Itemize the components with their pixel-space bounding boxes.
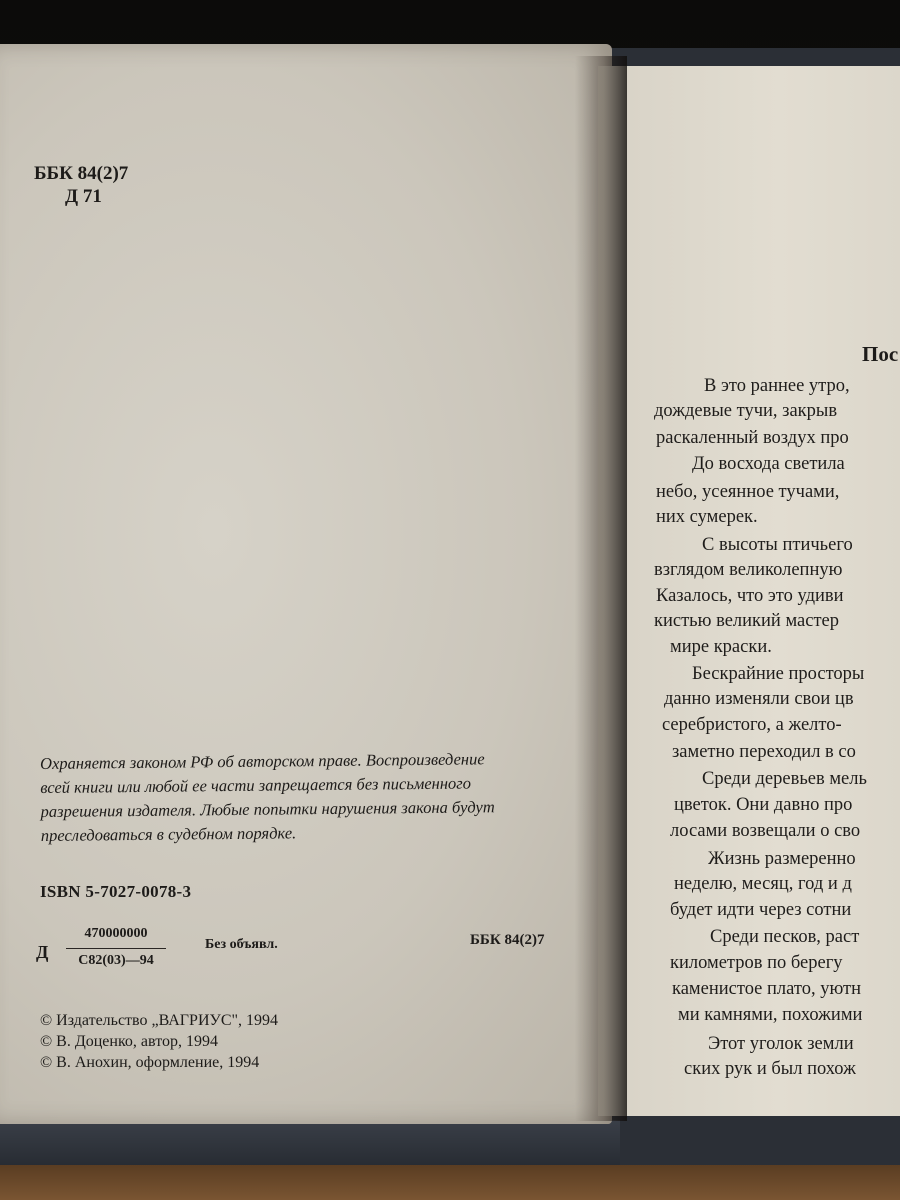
catalog-denominator: С82(03)—94 <box>78 953 154 968</box>
body-line: каменистое плато, уютн <box>672 979 862 999</box>
body-line: ми камнями, похожими <box>678 1005 863 1025</box>
fraction-bar <box>66 948 166 949</box>
notice-line: разрешения издателя. Любые попытки нарушения закона будут <box>40 797 495 821</box>
catalog-numerator: 470000000 <box>84 926 148 941</box>
body-line: ских рук и был похож <box>684 1059 856 1079</box>
left-page <box>0 44 612 1124</box>
bbk-line-2: Д 71 <box>65 186 102 207</box>
body-line: мире краски. <box>670 637 772 657</box>
catalog-bbk: ББК 84(2)7 <box>470 932 545 948</box>
body-line: заметно переходил в со <box>672 742 856 762</box>
body-line: Среди деревьев мель <box>702 769 867 789</box>
page-gutter-shadow <box>575 56 627 1121</box>
body-line: лосами возвещали о сво <box>670 821 861 841</box>
body-line: В это раннее утро, <box>704 376 850 396</box>
body-line: Бескрайние просторы <box>692 664 865 684</box>
body-line: С высоты птичьего <box>702 535 853 555</box>
body-line: Жизнь размеренно <box>708 849 856 869</box>
body-line: раскаленный воздух про <box>656 428 849 448</box>
catalog-note: Без объявл. <box>205 937 278 952</box>
body-line: небо, усеянное тучами, <box>656 482 840 502</box>
body-line: данно изменяли свои цв <box>664 689 854 709</box>
body-line: дождевые тучи, закрыв <box>654 401 838 421</box>
catalog-letter: Д <box>36 942 49 962</box>
body-line: серебристого, а желто- <box>662 715 842 735</box>
copyright-line: © Издательство „ВАГРИУС", 1994 <box>40 1012 279 1029</box>
copyright-line: © В. Доценко, автор, 1994 <box>40 1033 218 1050</box>
right-page-text <box>598 66 900 1116</box>
notice-line: всей книги или любой ее части запрещается без письменного <box>40 773 472 797</box>
body-line: взглядом великолепную <box>654 560 843 580</box>
right-page <box>598 66 900 1116</box>
body-line: Этот уголок земли <box>708 1034 854 1054</box>
bbk-line-1: ББК 84(2)7 <box>34 163 129 184</box>
notice-line: преследоваться в судебном порядке. <box>40 823 297 845</box>
body-line: неделю, месяц, год и д <box>674 874 852 894</box>
copyright-line: © В. Анохин, оформление, 1994 <box>40 1054 260 1071</box>
catalog-fraction <box>66 926 166 969</box>
body-line: До восхода светила <box>692 454 845 474</box>
body-line: километров по берегу <box>670 953 843 973</box>
body-line: цветок. Они давно про <box>674 795 853 815</box>
isbn: ISBN 5-7027-0078-3 <box>40 882 192 901</box>
body-line: Среди песков, раст <box>710 927 860 947</box>
body-line: кистью великий мастер <box>654 611 839 631</box>
table-surface <box>0 1165 900 1200</box>
notice-line: Охраняется законом РФ об авторском праве. Воспроизведение <box>40 749 485 773</box>
body-line: них сумерек. <box>656 507 758 527</box>
body-line: будет идти через сотни <box>670 900 852 920</box>
copyright-list <box>40 1010 278 1073</box>
bbk-index <box>34 162 128 208</box>
copyright-notice <box>40 747 495 848</box>
body-line: Казалось, что это удиви <box>656 586 844 606</box>
chapter-title: Пос <box>862 342 899 366</box>
